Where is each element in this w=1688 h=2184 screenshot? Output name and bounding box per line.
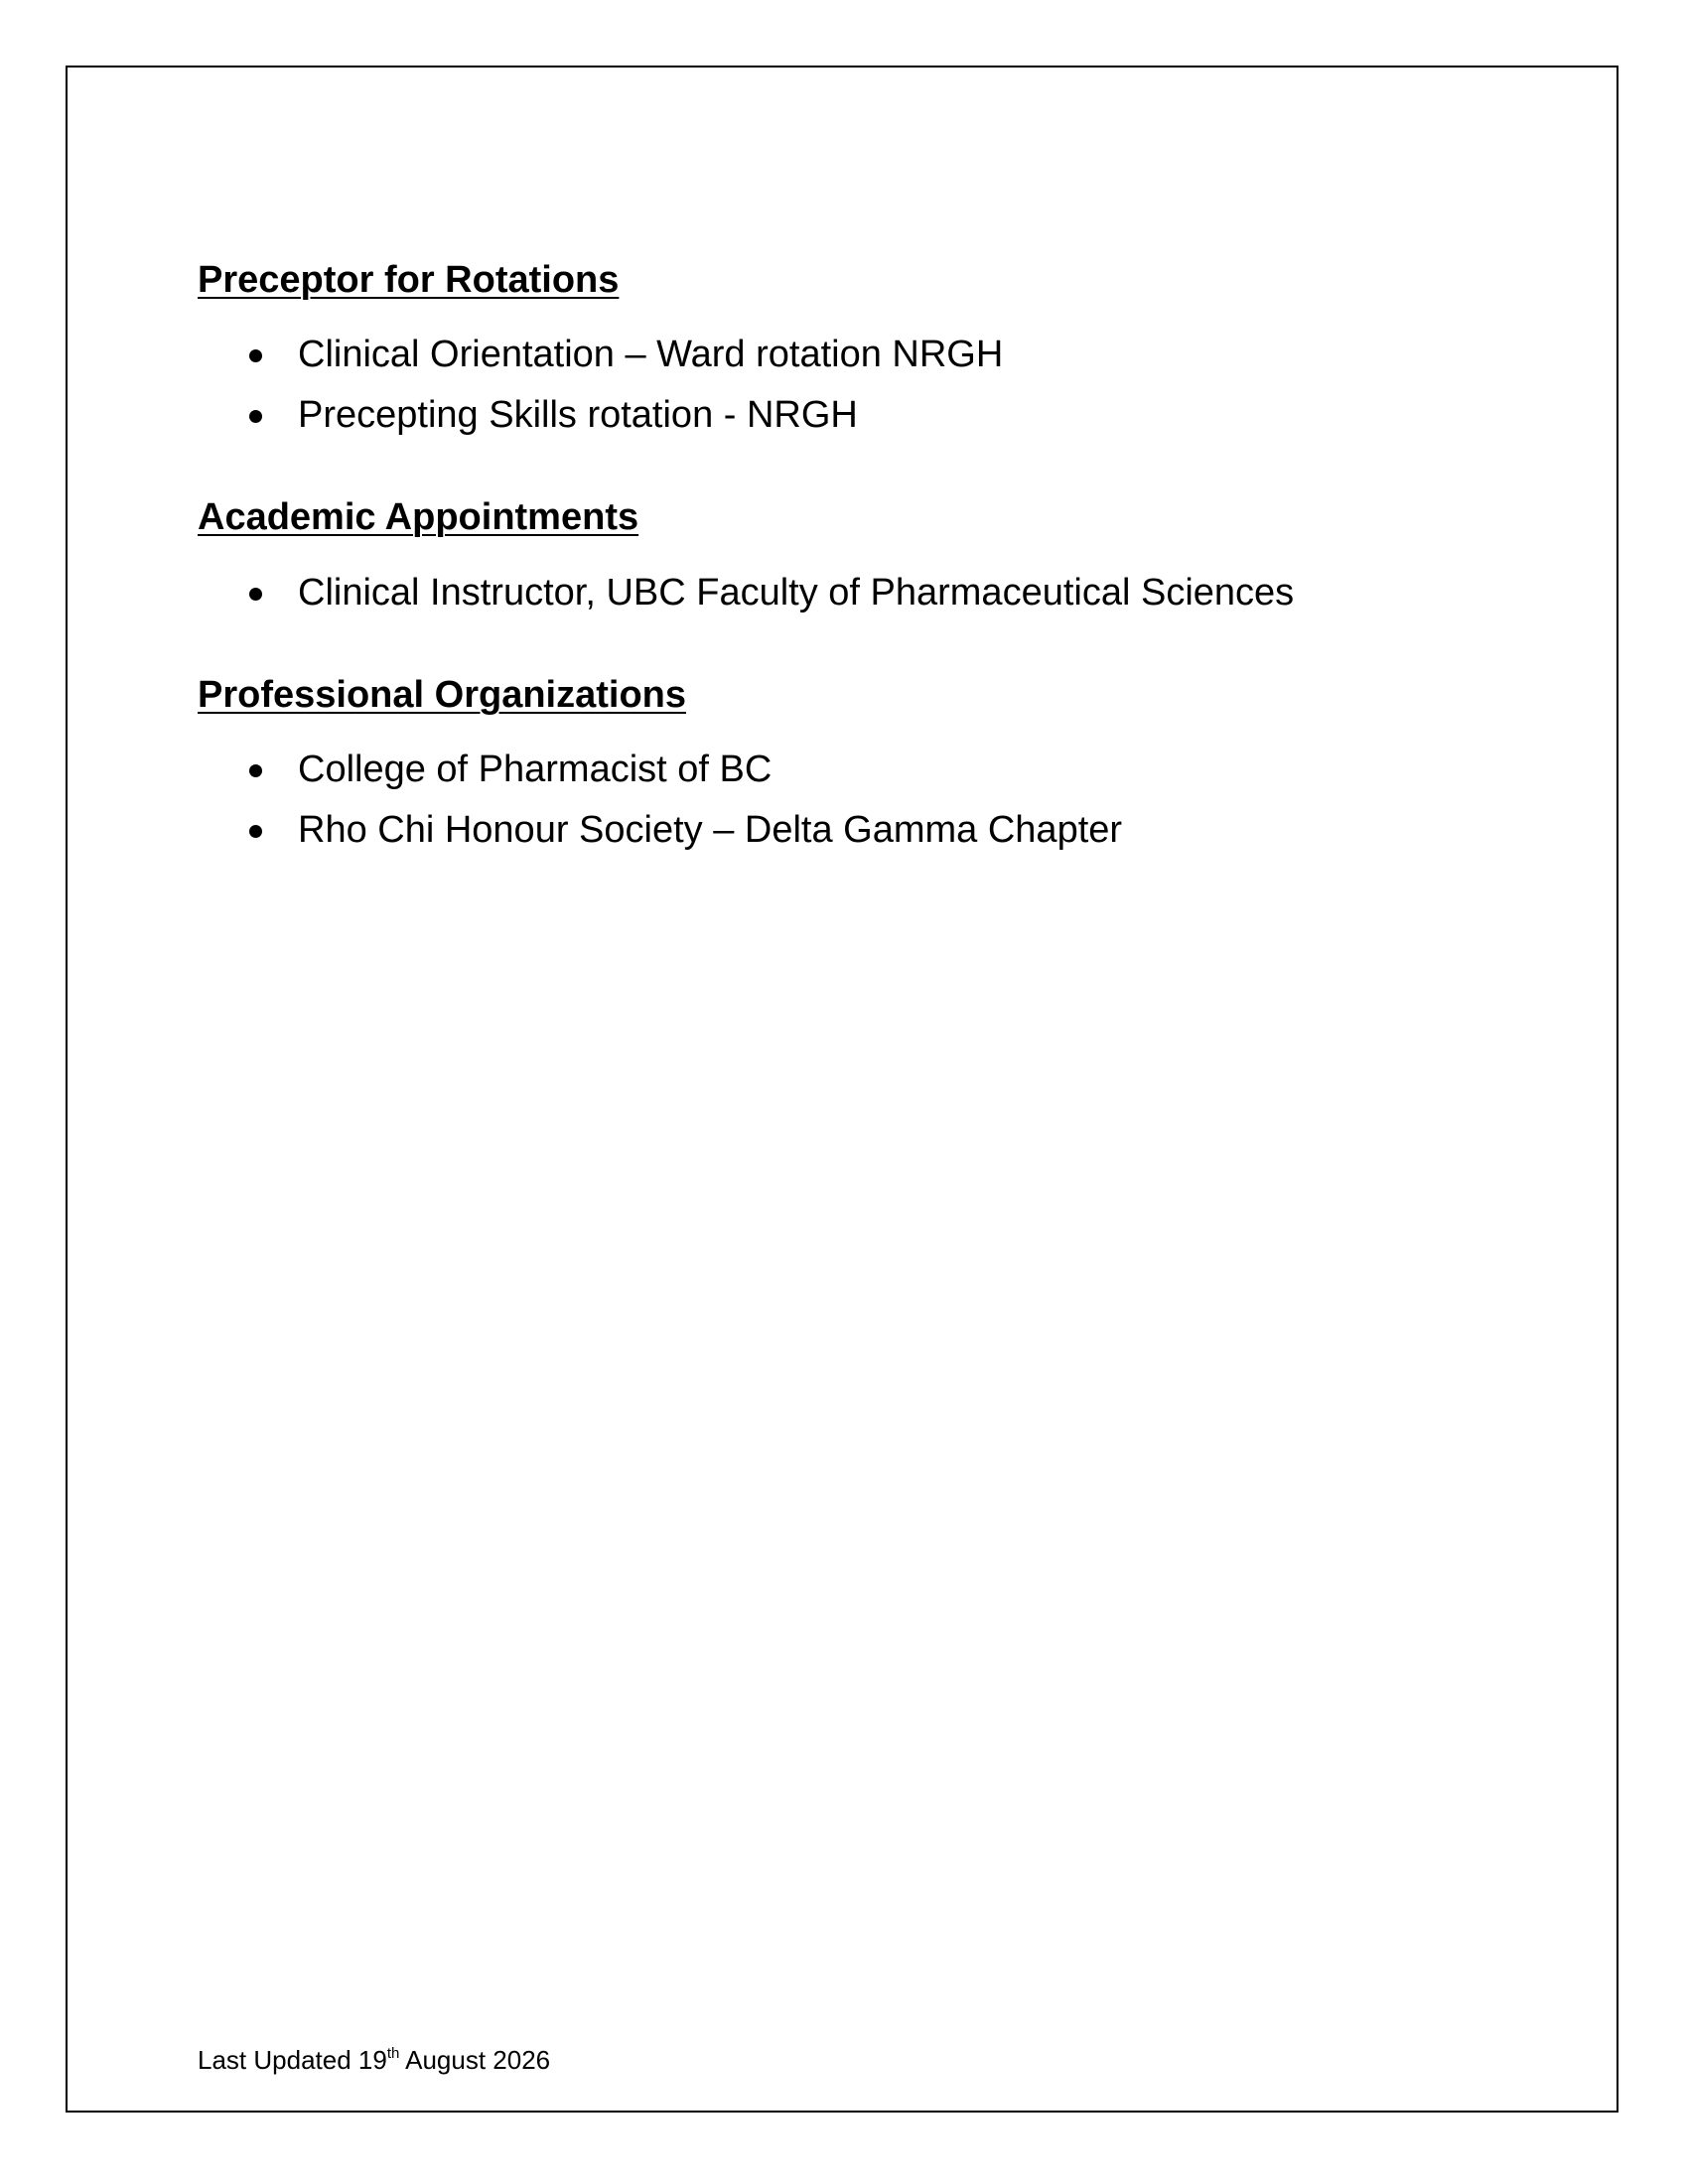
section-preceptor-rotations [198, 256, 1568, 446]
section-professional-organizations [198, 671, 1568, 861]
list-item-text: Clinical Orientation – Ward rotation NRGH [298, 334, 1004, 376]
list-item [198, 740, 1568, 800]
bullet-icon [249, 825, 262, 838]
footer-suffix: August 2026 [399, 2045, 551, 2075]
footer-prefix: Last Updated 19 [198, 2045, 387, 2075]
list-item [198, 385, 1568, 446]
last-updated-footer [198, 2047, 550, 2073]
list-item-text: Clinical Instructor, UBC Faculty of Pharmaceutical Sciences [298, 571, 1295, 614]
list-item-text: College of Pharmacist of BC [298, 749, 773, 791]
section-heading: Professional Organizations [198, 673, 686, 716]
bullet-icon [249, 588, 262, 601]
bullet-icon [249, 349, 262, 362]
list-item [198, 325, 1568, 385]
section-heading: Academic Appointments [198, 496, 639, 539]
list-item-text: Precepting Skills rotation - NRGH [298, 394, 858, 437]
list-item-text: Rho Chi Honour Society – Delta Gamma Chapter [298, 809, 1123, 852]
bullet-icon [249, 764, 262, 777]
list-item [198, 563, 1568, 623]
section-heading: Preceptor for Rotations [198, 259, 620, 301]
footer-ordinal: th [386, 2045, 400, 2062]
bullet-icon [249, 410, 262, 423]
bullet-list [198, 325, 1568, 446]
document-body [198, 256, 1568, 861]
bullet-list [198, 563, 1568, 623]
list-item [198, 800, 1568, 861]
section-academic-appointments [198, 493, 1568, 622]
bullet-list [198, 740, 1568, 861]
